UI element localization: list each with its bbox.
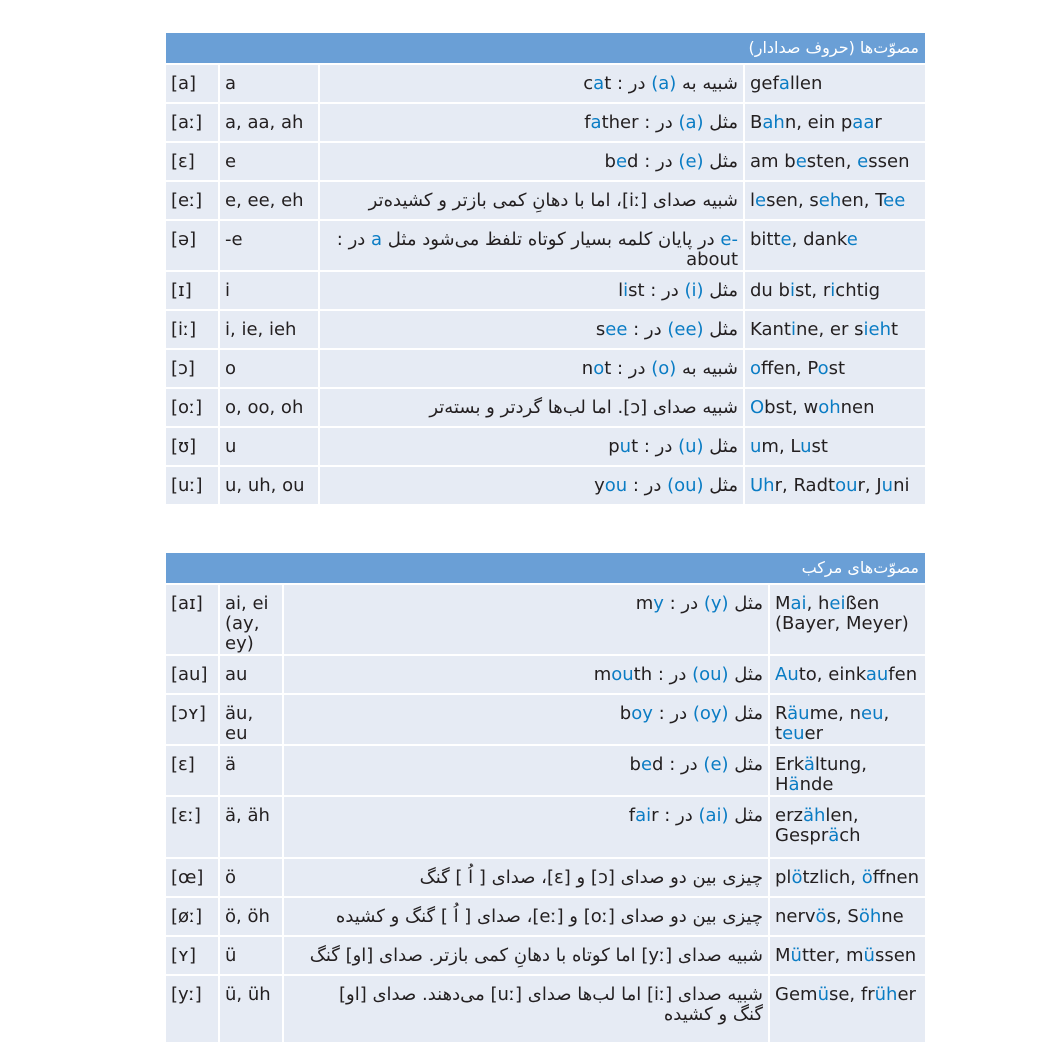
- highlighted-text: (: [669, 73, 677, 94]
- table-row: [166, 104, 925, 141]
- text-run: چیزی بین دو صدای [ɔ] و [ɛ]، صدای [ اُ ] گنگ: [419, 867, 763, 888]
- text-run: f: [584, 112, 591, 133]
- ipa-symbol: [ɔʏ]: [166, 695, 218, 744]
- highlighted-text: i: [830, 280, 836, 301]
- pronunciation-description: [320, 182, 743, 219]
- text-run: مثل: [703, 319, 738, 340]
- example-words: [745, 389, 925, 426]
- text-run: شبیه صدای [iː]، اما با دهانِ کمی بازتر و کشیده‌تر: [368, 190, 738, 211]
- ipa-symbol: [iː]: [166, 311, 218, 348]
- highlighted-text: e: [640, 754, 653, 775]
- text-run: در :: [638, 112, 679, 133]
- text-run: M: [775, 945, 791, 966]
- text-run: pl: [775, 867, 792, 888]
- pronunciation-description: [320, 311, 743, 348]
- highlighted-text: e: [780, 229, 792, 250]
- text-run: , t: [775, 703, 890, 744]
- highlighted-text: (e): [678, 151, 704, 172]
- example-words: [770, 746, 925, 795]
- text-run: ffen, P: [761, 358, 818, 379]
- highlighted-text: (i): [684, 280, 704, 301]
- text-run: s: [595, 319, 606, 340]
- highlighted-text: o: [817, 358, 829, 379]
- text-run: to, eink: [798, 664, 866, 685]
- text-run: chtig: [835, 280, 881, 301]
- text-run: t: [604, 73, 612, 94]
- highlighted-text: ieh: [863, 319, 891, 340]
- text-run: در :: [627, 475, 668, 496]
- text-run: en, T: [841, 190, 884, 211]
- example-words: [770, 937, 925, 974]
- text-run: ne, er s: [796, 319, 864, 340]
- letters: e: [220, 143, 318, 180]
- text-run: r, Radt: [774, 475, 836, 496]
- highlighted-text: o: [593, 358, 605, 379]
- highlighted-text: oy: [631, 703, 653, 724]
- text-run: th: [633, 664, 653, 685]
- highlighted-text: Uh: [750, 475, 775, 496]
- ipa-symbol: [ʏ]: [166, 937, 218, 974]
- highlighted-text: O: [750, 397, 765, 418]
- highlighted-text: y: [653, 593, 664, 614]
- example-words: [745, 428, 925, 465]
- text-run: d: [627, 151, 639, 172]
- pronunciation-description: [284, 695, 768, 744]
- table-row: [166, 221, 925, 270]
- text-run: l: [618, 280, 624, 301]
- ipa-symbol: [aː]: [166, 104, 218, 141]
- text-run: st: [628, 280, 645, 301]
- ipa-symbol: [ɛ]: [166, 143, 218, 180]
- example-words: [745, 350, 925, 387]
- table-row: [166, 859, 925, 896]
- text-run: مثل: [728, 754, 763, 775]
- highlighted-text: ä: [803, 754, 815, 775]
- highlighted-text: ö: [815, 906, 827, 927]
- text-run: در :: [652, 703, 693, 724]
- table-row: [166, 797, 925, 857]
- text-run: b: [629, 754, 641, 775]
- pronunciation-description: [320, 143, 743, 180]
- text-run: , h: [806, 593, 830, 614]
- example-words: [745, 221, 925, 270]
- text-run: l: [750, 190, 756, 211]
- highlighted-text: i: [790, 319, 796, 340]
- example-words: [770, 976, 925, 1042]
- text-run: nen: [840, 397, 875, 418]
- ipa-symbol: [eː]: [166, 182, 218, 219]
- example-words: [770, 898, 925, 935]
- table-header: [166, 33, 925, 63]
- text-run: tzlich,: [802, 867, 862, 888]
- text-run: در :: [644, 280, 685, 301]
- text-run: Gespr: [775, 825, 829, 846]
- highlighted-text: (ee): [667, 319, 704, 340]
- ipa-symbol: [ɛː]: [166, 797, 218, 857]
- text-run: t: [631, 436, 639, 457]
- table-row: [166, 143, 925, 180]
- table-row: [166, 467, 925, 504]
- text-run: erz: [775, 805, 803, 826]
- text-run: در :: [638, 151, 679, 172]
- highlighted-text: ah: [762, 112, 785, 133]
- highlighted-text: -e: [720, 229, 738, 250]
- text-run: مثل: [728, 664, 763, 685]
- text-run: tter, m: [801, 945, 864, 966]
- example-words: [745, 272, 925, 309]
- pronunciation-description: [320, 350, 743, 387]
- diphthongs-table-body: [166, 585, 925, 1042]
- highlighted-text: (e): [703, 754, 729, 775]
- ipa-symbol: [œ]: [166, 859, 218, 896]
- example-words: [745, 311, 925, 348]
- text-run: t: [604, 358, 612, 379]
- ipa-symbol: [uː]: [166, 467, 218, 504]
- table-row: [166, 65, 925, 102]
- highlighted-text: äu: [787, 703, 810, 724]
- text-run: شبیه صدای [iː] اما لب‌ها صدای [uː] می‌دهند. صدای [او]: [339, 984, 763, 1005]
- letters: ä: [220, 746, 282, 795]
- example-words: [745, 104, 925, 141]
- table-row: [166, 272, 925, 309]
- ipa-symbol: [a]: [166, 65, 218, 102]
- text-run: ne: [881, 906, 904, 927]
- pronunciation-description: [284, 656, 768, 693]
- table-row: [166, 695, 925, 744]
- text-run: مثل: [703, 151, 738, 172]
- highlighted-text: Au: [775, 664, 799, 685]
- letters: o, oo, oh: [220, 389, 318, 426]
- text-run: nerv: [775, 906, 816, 927]
- letters: a, aa, ah: [220, 104, 318, 141]
- highlighted-text: ): [651, 73, 659, 94]
- highlighted-text: u: [619, 436, 632, 457]
- text-run: er: [897, 984, 916, 1005]
- letters: i, ie, ieh: [220, 311, 318, 348]
- text-run: در پایان کلمه بسیار کوتاه تلفظ می‌شود مثل: [382, 229, 721, 250]
- text-run: M: [775, 593, 791, 614]
- text-run: در :: [627, 319, 668, 340]
- highlighted-text: ü: [863, 945, 875, 966]
- text-run: sen, s: [766, 190, 819, 211]
- example-words: [770, 656, 925, 693]
- text-run: در :: [611, 73, 652, 94]
- ipa-symbol: [ɪ]: [166, 272, 218, 309]
- highlighted-text: ä: [788, 774, 800, 795]
- text-run: fen: [888, 664, 918, 685]
- text-run: d: [652, 754, 664, 775]
- example-words: [770, 859, 925, 896]
- text-run: مثل: [728, 703, 763, 724]
- text-run: در :: [652, 664, 693, 685]
- pronunciation-description: [284, 976, 768, 1042]
- text-run: du b: [750, 280, 790, 301]
- highlighted-text: (oy): [692, 703, 729, 724]
- pronunciation-description: [284, 898, 768, 935]
- text-run: Kant: [750, 319, 791, 340]
- highlighted-text: aa: [852, 112, 875, 133]
- example-words: [745, 467, 925, 504]
- letters: ä, äh: [220, 797, 282, 857]
- table-title: مصوّت‌های مرکب: [166, 553, 925, 583]
- pronunciation-description: [320, 272, 743, 309]
- highlighted-text: u: [881, 475, 894, 496]
- table-row: [166, 350, 925, 387]
- text-run: st: [811, 436, 828, 457]
- pronunciation-description: [284, 585, 768, 654]
- letters: i: [220, 272, 318, 309]
- text-run: مثل: [703, 436, 738, 457]
- text-run: st, r: [795, 280, 831, 301]
- letters: ü, üh: [220, 976, 282, 1042]
- text-run: m: [593, 664, 612, 685]
- text-run: R: [775, 703, 788, 724]
- highlighted-text: öh: [858, 906, 882, 927]
- text-run: b: [604, 151, 616, 172]
- highlighted-text: au: [865, 664, 889, 685]
- text-run: about: [686, 249, 738, 270]
- example-words: [745, 65, 925, 102]
- text-run: ssen: [874, 945, 917, 966]
- table-row: [166, 311, 925, 348]
- text-run: sten,: [806, 151, 858, 172]
- text-run: er: [804, 723, 824, 744]
- highlighted-text: i: [789, 280, 795, 301]
- text-run: r: [874, 112, 882, 133]
- highlighted-text: ö: [861, 867, 873, 888]
- pronunciation-description: [320, 104, 743, 141]
- ipa-symbol: [yː]: [166, 976, 218, 1042]
- text-run: ffnen: [872, 867, 920, 888]
- text-run: مثل: [703, 280, 738, 301]
- letters: u, uh, ou: [220, 467, 318, 504]
- highlighted-text: u: [750, 436, 762, 457]
- ipa-symbol: [ɛ]: [166, 746, 218, 795]
- text-run: شبیه به: [676, 358, 738, 379]
- text-run: در :: [658, 805, 699, 826]
- highlighted-text: (ou): [667, 475, 704, 496]
- text-run: مثل: [728, 593, 763, 614]
- table-row: [166, 389, 925, 426]
- text-run: len,: [825, 805, 859, 826]
- text-run: شبیه صدای [yː] اما کوتاه با دهانِ کمی بازتر. صدای [او] گنگ: [309, 945, 763, 966]
- ipa-symbol: [aɪ]: [166, 585, 218, 654]
- text-run: مثل: [703, 112, 738, 133]
- highlighted-text: oh: [818, 397, 841, 418]
- text-run: شبیه به: [676, 73, 738, 94]
- letters: äu, eu: [220, 695, 282, 744]
- text-run: f: [628, 805, 636, 826]
- text-run: t: [890, 319, 899, 340]
- table-title: مصوّت‌ها (حروف صدادار): [166, 33, 925, 63]
- letters: e, ee, eh: [220, 182, 318, 219]
- text-run: ch: [839, 825, 861, 846]
- text-run: b: [619, 703, 632, 724]
- highlighted-text: (o): [651, 358, 677, 379]
- highlighted-text: ai: [635, 805, 652, 826]
- highlighted-text: (y): [703, 593, 729, 614]
- text-run: gef: [750, 73, 779, 94]
- letters: a: [220, 65, 318, 102]
- highlighted-text: ä: [828, 825, 840, 846]
- letters: ü: [220, 937, 282, 974]
- highlighted-text: äh: [802, 805, 826, 826]
- highlighted-text: eh: [818, 190, 842, 211]
- highlighted-text: e: [755, 190, 767, 211]
- highlighted-text: e: [846, 229, 858, 250]
- highlighted-text: e: [615, 151, 628, 172]
- text-run: Erk: [775, 754, 804, 775]
- highlighted-text: a: [593, 73, 605, 94]
- text-run: se, fr: [828, 984, 875, 1005]
- table-row: [166, 182, 925, 219]
- text-run: p: [608, 436, 620, 457]
- example-words: [770, 585, 925, 654]
- text-run: ßen: [845, 593, 880, 614]
- text-run: ltung, H: [775, 754, 867, 795]
- highlighted-text: e: [795, 151, 807, 172]
- table-row: [166, 898, 925, 935]
- text-run: B: [750, 112, 763, 133]
- letters: au: [220, 656, 282, 693]
- text-run: n: [581, 358, 594, 379]
- text-run: r: [651, 805, 659, 826]
- table-row: [166, 746, 925, 795]
- highlighted-text: a: [371, 229, 383, 250]
- ipa-symbol: [øː]: [166, 898, 218, 935]
- highlighted-text: u: [800, 436, 812, 457]
- ipa-symbol: [ɔ]: [166, 350, 218, 387]
- text-run: llen: [789, 73, 823, 94]
- text-run: در :: [638, 436, 679, 457]
- table-row: [166, 585, 925, 654]
- text-run: مثل: [703, 475, 738, 496]
- highlighted-text: ü: [790, 945, 802, 966]
- pronunciation-description: [320, 467, 743, 504]
- ipa-symbol: [ə]: [166, 221, 218, 270]
- pronunciation-description: [284, 937, 768, 974]
- text-run: m, L: [761, 436, 801, 457]
- text-run: در :: [663, 593, 704, 614]
- vowels-table-body: [166, 65, 925, 504]
- text-run: m: [635, 593, 654, 614]
- highlighted-text: ou: [835, 475, 858, 496]
- highlighted-text: ou: [611, 664, 634, 685]
- text-run: Gem: [775, 984, 818, 1005]
- text-run: n, ein p: [784, 112, 853, 133]
- highlighted-text: i: [623, 280, 629, 301]
- letters: u: [220, 428, 318, 465]
- text-run: bitt: [750, 229, 781, 250]
- text-run: چیزی بین دو صدای [oː] و [eː]، صدای [ اُ ] گنگ و کشیده: [335, 906, 763, 927]
- ipa-symbol: [oː]: [166, 389, 218, 426]
- highlighted-text: ou: [604, 475, 628, 496]
- text-run: ther: [601, 112, 639, 133]
- text-run: شبیه صدای [ɔ]. اما لب‌ها گردتر و بسته‌تر: [429, 397, 738, 418]
- highlighted-text: eu: [861, 703, 884, 724]
- highlighted-text: ö: [791, 867, 803, 888]
- highlighted-text: a: [590, 112, 602, 133]
- text-run: bst, w: [764, 397, 819, 418]
- highlighted-text: a: [778, 73, 790, 94]
- highlighted-text: ee: [605, 319, 628, 340]
- text-run: در :: [663, 754, 704, 775]
- highlighted-text: üh: [874, 984, 898, 1005]
- highlighted-text: ü: [817, 984, 829, 1005]
- text-run: r, J: [857, 475, 882, 496]
- example-words: [745, 143, 925, 180]
- ipa-symbol: [au]: [166, 656, 218, 693]
- text-run: am b: [750, 151, 796, 172]
- pronunciation-description: [284, 859, 768, 896]
- pronunciation-description: [284, 746, 768, 795]
- highlighted-text: a: [658, 73, 670, 94]
- example-words: [745, 182, 925, 219]
- table-header: [166, 553, 925, 583]
- pronunciation-description: [284, 797, 768, 857]
- text-run: , dank: [791, 229, 847, 250]
- highlighted-text: ai: [790, 593, 807, 614]
- highlighted-text: (a): [678, 112, 704, 133]
- letters: -e: [220, 221, 318, 270]
- highlighted-text: o: [750, 358, 762, 379]
- highlighted-text: eu: [782, 723, 805, 744]
- example-words: [770, 695, 925, 744]
- pronunciation-description: [320, 65, 743, 102]
- text-run: مثل: [728, 805, 763, 826]
- text-run: nde: [799, 774, 834, 795]
- text-run: در :: [336, 229, 372, 250]
- pronunciation-description: [320, 428, 743, 465]
- letters: ö, öh: [220, 898, 282, 935]
- vowels-table: [164, 31, 927, 506]
- text-run: st: [828, 358, 846, 379]
- table-row: [166, 976, 925, 1042]
- text-run: me, n: [809, 703, 862, 724]
- diphthongs-table: [164, 551, 927, 1044]
- text-run: گنگ و کشیده: [663, 1004, 763, 1025]
- example-words: [770, 797, 925, 857]
- text-run: (Bayer, Meyer): [775, 613, 909, 634]
- highlighted-text: e: [857, 151, 869, 172]
- table-row: [166, 937, 925, 974]
- pronunciation-description: [320, 221, 743, 270]
- table-row: [166, 656, 925, 693]
- text-run: s, S: [826, 906, 859, 927]
- highlighted-text: (ai): [698, 805, 729, 826]
- ipa-symbol: [ʊ]: [166, 428, 218, 465]
- letters: ö: [220, 859, 282, 896]
- text-run: ssen: [868, 151, 910, 172]
- letters: o: [220, 350, 318, 387]
- highlighted-text: ei: [829, 593, 846, 614]
- text-run: y: [594, 475, 605, 496]
- highlighted-text: (ou): [692, 664, 729, 685]
- text-run: c: [583, 73, 594, 94]
- highlighted-text: ee: [883, 190, 906, 211]
- highlighted-text: (u): [678, 436, 704, 457]
- letters: ai, ei (ay, ey): [220, 585, 282, 654]
- text-run: در :: [611, 358, 652, 379]
- pronunciation-description: [320, 389, 743, 426]
- table-row: [166, 428, 925, 465]
- text-run: ni: [893, 475, 910, 496]
